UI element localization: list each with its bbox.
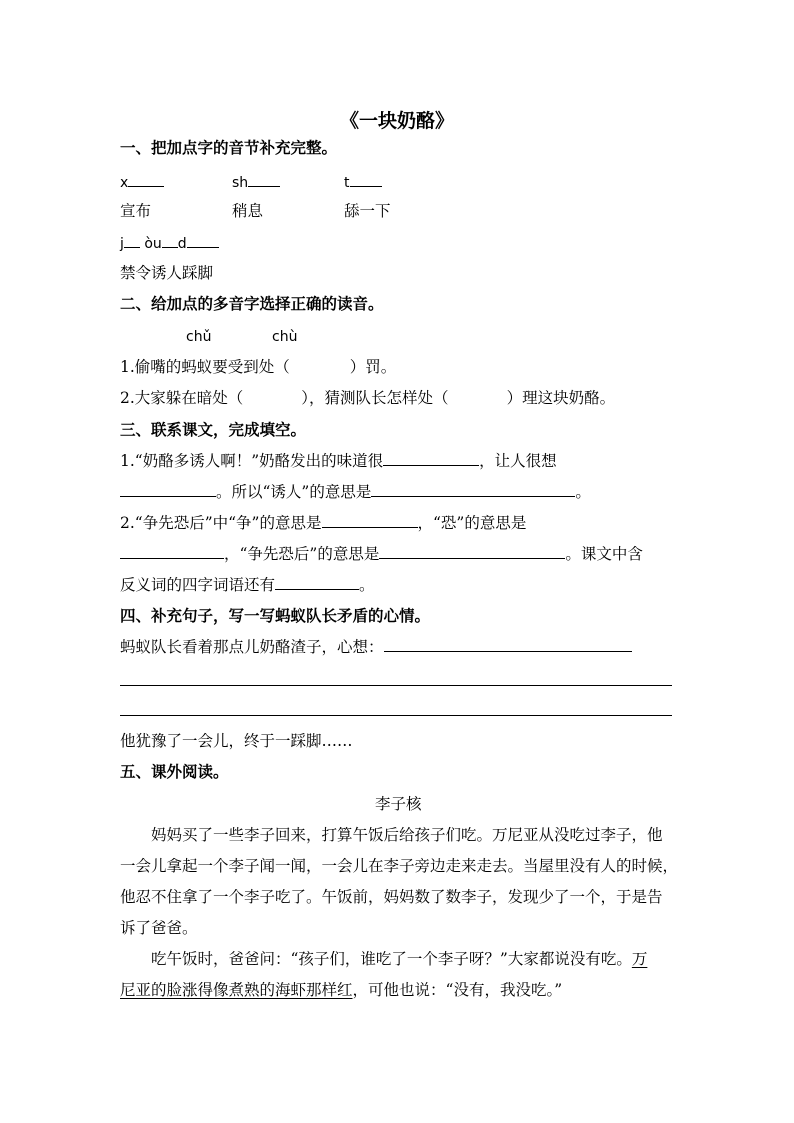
pinyin-blank-4c[interactable]	[187, 233, 219, 248]
q3-2-text-e: 反义词的四字词语还有	[120, 576, 276, 594]
story-underlined-b: 尼亚的脸涨得像煮熟的海虾那样红	[120, 981, 353, 999]
section-1-heading: 一、把加点字的音节补充完整。	[120, 138, 338, 157]
reading-option-2: chù	[272, 329, 298, 345]
question-3-1-line-1	[120, 451, 557, 471]
q3-2-text-f: 。	[359, 576, 375, 594]
pinyin-item-1	[120, 172, 164, 193]
pinyin-blank-3[interactable]	[350, 172, 382, 187]
word-3: 舔一下	[344, 202, 391, 220]
answer-blank-3-1b[interactable]	[120, 482, 216, 497]
question-2-2-text-b: ），猜测队长怎样处（	[301, 389, 449, 407]
pinyin-blank-4b[interactable]	[162, 233, 178, 248]
story-p2-text-a: 吃午饭时，爸爸问：“孩子们，谁吃了一个李子呀？”大家都说没有吃。	[151, 950, 632, 968]
pinyin-final-4b: òu	[144, 236, 162, 252]
pinyin-initial-3: t	[344, 175, 350, 191]
question-3-1-line-2	[120, 482, 591, 502]
pinyin-initial-4a: j	[120, 236, 124, 252]
answer-blank-3-2d[interactable]	[275, 575, 359, 590]
question-2-2	[120, 388, 615, 408]
question-3-2-line-2	[120, 544, 643, 564]
answer-line-4c[interactable]	[120, 715, 672, 716]
q3-2-text-a: 2.“争先恐后”中“争”的意思是	[120, 514, 322, 532]
pinyin-item-2	[232, 172, 280, 193]
question-3-2-line-1	[120, 513, 526, 533]
q4-prompt-text: 蚂蚁队长看着那点儿奶酪渣子，心想：	[120, 638, 384, 656]
section-5-heading: 五、课外阅读。	[120, 762, 229, 781]
story-title: 李子核	[375, 795, 422, 813]
story-p1-line-4: 诉了爸爸。	[120, 919, 198, 937]
story-p2-line-1	[151, 949, 647, 969]
answer-blank-3-1c[interactable]	[371, 482, 575, 497]
story-p1-line-1: 妈妈买了一些李子回来，打算午饭后给孩子们吃。万尼亚从没吃过李子，他	[151, 826, 663, 844]
page-title: 《一块奶酪》	[339, 110, 454, 132]
pinyin-initial-1: x	[120, 175, 129, 191]
pinyin-initial-2: sh	[232, 175, 249, 191]
story-p1-line-2: 一会儿拿起一个李子闻一闻，一会儿在李子旁边走来走去。当屋里没有人的时候，	[120, 857, 679, 875]
pinyin-item-4	[120, 233, 219, 254]
story-p1-line-3: 他忍不住拿了一个李子吃了。午饭前，妈妈数了数李子，发现少了一个，于是告	[120, 888, 663, 906]
question-2-2-text-a: 2.大家躲在暗处（	[120, 389, 244, 407]
story-p2-line-2	[120, 980, 562, 1000]
question-3-2-line-3	[120, 575, 375, 595]
word-2: 稍息	[232, 202, 264, 220]
section-2-heading: 二、给加点的多音字选择正确的读音。	[120, 294, 384, 313]
question-4-prompt	[120, 637, 632, 657]
answer-blank-3-2b[interactable]	[120, 544, 224, 559]
question-2-2-text-c: ）理这块奶酪。	[506, 389, 616, 407]
question-4-ending: 他犹豫了一会儿，终于一踩脚……	[120, 732, 353, 750]
q3-2-text-c: ，“争先恐后”的意思是	[224, 545, 380, 563]
word-1: 宣布	[120, 202, 152, 220]
reading-option-1: chǔ	[186, 329, 212, 345]
answer-blank-3-2a[interactable]	[322, 513, 418, 528]
story-p2-text-b: ，可他也说：“没有，我没吃。”	[352, 981, 563, 999]
answer-blank-3-1a[interactable]	[383, 451, 479, 466]
answer-line-4b[interactable]	[120, 685, 672, 686]
story-underlined-a: 万	[631, 950, 648, 968]
q3-1-text-c: 。所以“诱人”的意思是	[216, 483, 372, 501]
section-3-heading: 三、联系课文，完成填空。	[120, 420, 307, 439]
question-2-1	[120, 357, 396, 377]
q3-1-text-a: 1.“奶酪多诱人啊！”奶酪发出的味道很	[120, 452, 384, 470]
question-2-1-text-a: 1.偷嘴的蚂蚁要受到处（	[120, 358, 290, 376]
pinyin-blank-4a[interactable]	[124, 233, 140, 248]
pinyin-blank-1[interactable]	[128, 172, 164, 187]
q3-2-text-d: 。课文中含	[565, 545, 643, 563]
q3-1-text-b: ，让人很想	[479, 452, 557, 470]
pinyin-item-3	[344, 172, 382, 193]
q3-2-text-b: ，“恐”的意思是	[417, 514, 527, 532]
answer-line-4a[interactable]	[384, 637, 632, 652]
answer-blank-3-2c[interactable]	[379, 544, 565, 559]
question-2-1-text-b: ）罚。	[349, 358, 397, 376]
section-4-heading: 四、补充句子，写一写蚂蚁队长矛盾的心情。	[120, 606, 431, 625]
pinyin-initial-4c: d	[177, 236, 187, 252]
pinyin-blank-2[interactable]	[248, 172, 280, 187]
q3-1-text-d: 。	[575, 483, 591, 501]
word-4: 禁令诱人踩脚	[120, 264, 214, 282]
